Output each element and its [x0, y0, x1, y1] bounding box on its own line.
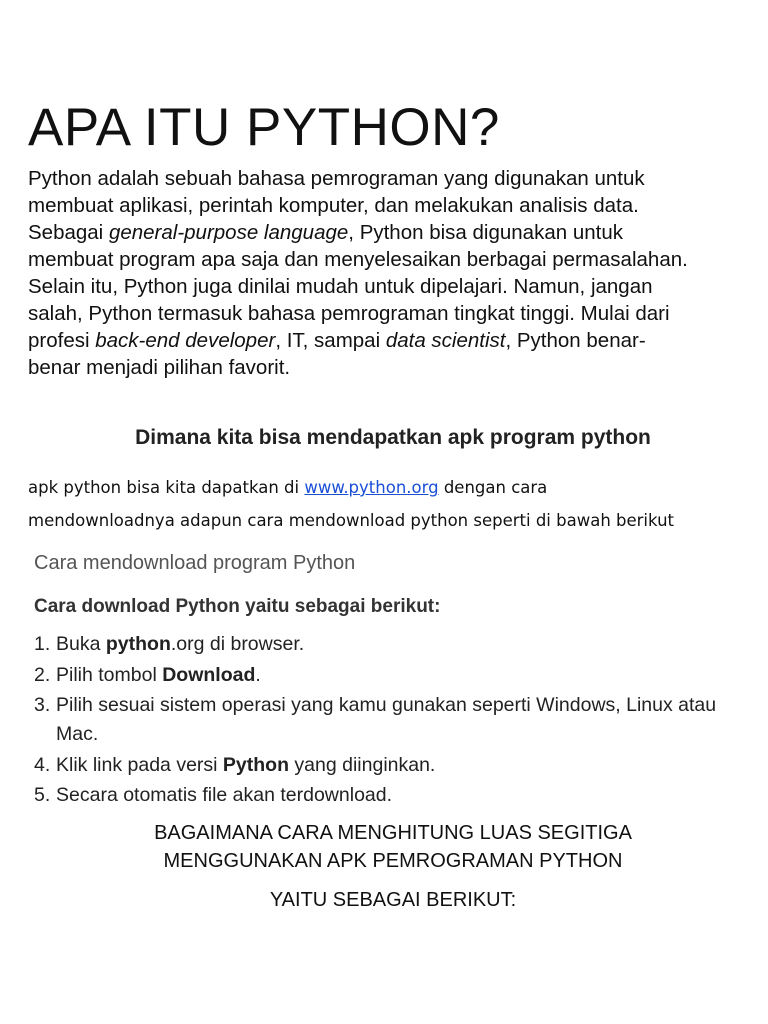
- intro-text: , Python bisa digunakan untuk: [348, 221, 623, 244]
- intro-text: Sebagai: [28, 221, 109, 244]
- intro-line: membuat aplikasi, perintah komputer, dan melakukan analisis data.: [28, 194, 639, 217]
- step-bold-text: Python: [222, 753, 289, 776]
- intro-line: [28, 219, 763, 246]
- step-item: [34, 751, 754, 780]
- intro-text: , IT, sampai: [275, 329, 386, 352]
- step-text: .: [255, 663, 261, 686]
- intro-line: benar menjadi pilihan favorit.: [28, 356, 291, 379]
- step-number: 1.: [34, 633, 51, 655]
- luas-line: MENGGUNAKAN APK PEMROGRAMAN PYTHON: [163, 850, 623, 872]
- luas-line: BAGAIMANA CARA MENGHITUNG LUAS SEGITIGA: [154, 822, 632, 844]
- step-item: [34, 661, 754, 690]
- python-org-link[interactable]: www.python.org: [304, 478, 439, 497]
- step-item: [34, 781, 754, 810]
- intro-line: membuat program apa saja dan menyelesaikan berbagai permasalahan.: [28, 248, 688, 271]
- intro-line: [28, 327, 763, 354]
- download-info-line: [28, 471, 758, 504]
- step-bold-text: Download: [162, 663, 256, 686]
- step-text: Buka: [56, 633, 106, 655]
- cara-label: Cara mendownload program Python: [34, 552, 356, 574]
- intro-line: salah, Python termasuk bahasa pemrograman tingkat tinggi. Mulai dari: [28, 302, 670, 325]
- intro-text: profesi: [28, 329, 96, 352]
- step-bold-text: python: [105, 633, 171, 655]
- intro-emphasis: general-purpose language: [108, 221, 349, 244]
- step-text: Pilih sesuai sistem operasi yang kamu gunakan seperti Windows, Linux atau Mac.: [56, 694, 717, 745]
- step-number: 4.: [34, 753, 51, 776]
- cara-heading: Cara download Python yaitu sebagai berikut:: [34, 596, 441, 617]
- luas-heading: [28, 819, 758, 875]
- step-item: [34, 630, 754, 659]
- download-info-line: mendownloadnya adapun cara mendownload python seperti di bawah berikut: [28, 511, 674, 530]
- step-number: 5.: [34, 784, 51, 806]
- step-text: .org di browser.: [170, 633, 305, 655]
- step-number: 3.: [34, 694, 51, 716]
- intro-emphasis: data scientist: [385, 329, 506, 352]
- intro-emphasis: back-end developer: [95, 329, 276, 352]
- download-steps-list: [34, 630, 754, 812]
- download-info-text: dengan cara: [438, 478, 548, 497]
- page-title: APA ITU PYTHON?: [28, 98, 500, 157]
- section-subheading: Dimana kita bisa mendapatkan apk program python: [135, 426, 651, 449]
- intro-line: Selain itu, Python juga dinilai mudah untuk dipelajari. Namun, jangan: [28, 275, 653, 298]
- step-text: Klik link pada versi: [56, 753, 223, 776]
- step-text: Pilih tombol: [56, 663, 163, 686]
- step-number: 2.: [34, 663, 51, 686]
- step-text: Secara otomatis file akan terdownload.: [56, 784, 393, 806]
- intro-text: , Python benar-: [505, 329, 646, 352]
- download-info-paragraph: [28, 471, 758, 537]
- step-item: [34, 691, 754, 749]
- intro-line: Python adalah sebuah bahasa pemrograman yang digunakan untuk: [28, 167, 645, 190]
- download-info-text: apk python bisa kita dapatkan di: [28, 478, 305, 497]
- berikut-text: YAITU SEBAGAI BERIKUT:: [269, 889, 517, 911]
- intro-paragraph: [28, 165, 763, 381]
- step-text: yang diinginkan.: [289, 753, 436, 776]
